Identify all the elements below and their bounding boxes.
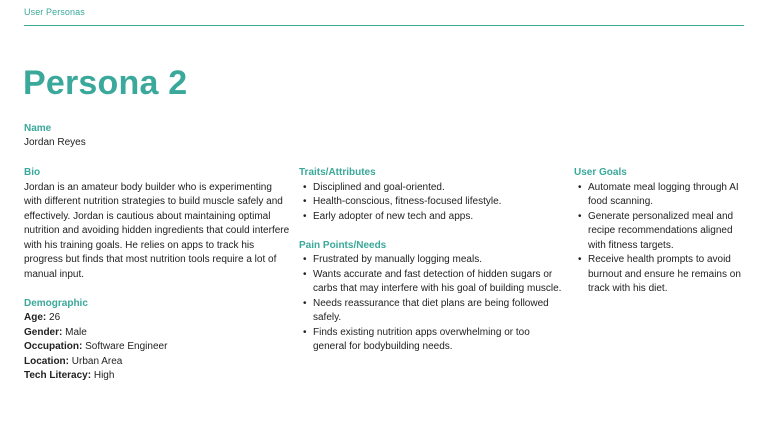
traits-pain-column bbox=[299, 166, 565, 355]
list-item: • Health-conscious, fitness-focused lifestyle. bbox=[299, 195, 565, 210]
bio-demographic-column bbox=[24, 166, 290, 384]
list-item: • Wants accurate and fast detection of hidden sugars or carbs that may interfere with his goal of building muscle. bbox=[299, 268, 565, 297]
list-item: • Finds existing nutrition apps overwhelming or too general for bodybuilding needs. bbox=[299, 326, 565, 355]
user-goals-label: User Goals bbox=[574, 167, 627, 178]
header-divider bbox=[24, 25, 744, 26]
name-label: Name bbox=[24, 123, 52, 134]
bio-label: Bio bbox=[24, 167, 41, 178]
demographic-location bbox=[24, 355, 290, 370]
list-item: • Automate meal logging through AI food scanning. bbox=[574, 181, 744, 210]
bio-text: Jordan is an amateur body builder who is experimenting with different nutrition strategies to build muscle safely and effectively. Jordan is cautious about maintaining optimal nutrition and avoiding hidden ingredients that could interfere with his training goals. He relies on apps to track his progress but finds that most nutrition tools require a lot of manual input. bbox=[24, 181, 290, 280]
name-value: Jordan Reyes bbox=[24, 137, 86, 148]
list-item: • Receive health prompts to avoid burnout and ensure he remains on track with his diet. bbox=[574, 253, 744, 297]
age-label: Age: bbox=[24, 312, 47, 323]
goals-column bbox=[574, 166, 744, 297]
demographic-occupation bbox=[24, 340, 290, 355]
spacer bbox=[299, 224, 565, 239]
gender-value: Male bbox=[65, 326, 87, 338]
list-item: • Frustrated by manually logging meals. bbox=[299, 253, 565, 268]
demographic-label: Demographic bbox=[24, 297, 88, 309]
list-item: • Disciplined and goal-oriented. bbox=[299, 181, 565, 196]
occupation-label: Occupation: bbox=[24, 341, 83, 352]
demographic-gender bbox=[24, 326, 290, 341]
spacer bbox=[24, 282, 290, 297]
traits-list bbox=[299, 181, 565, 225]
demographic-tech-literacy bbox=[24, 369, 290, 384]
pain-points-label: Pain Points/Needs bbox=[299, 239, 387, 251]
demographic-age bbox=[24, 311, 290, 326]
list-item: • Needs reassurance that diet plans are being followed safely. bbox=[299, 297, 565, 326]
pain-points-list bbox=[299, 253, 565, 355]
location-value: Urban Area bbox=[71, 355, 123, 367]
user-goals-list bbox=[574, 181, 744, 297]
page-title: Persona 2 bbox=[23, 64, 188, 102]
section-header-label: User Personas bbox=[24, 7, 85, 17]
tech-literacy-value: High bbox=[93, 370, 115, 381]
traits-label: Traits/Attributes bbox=[299, 167, 376, 178]
age-value: 26 bbox=[49, 312, 61, 323]
occupation-value: Software Engineer bbox=[85, 341, 168, 352]
tech-literacy-label: Tech Literacy: bbox=[24, 370, 92, 381]
gender-label: Gender: bbox=[24, 326, 63, 338]
location-label: Location: bbox=[24, 355, 69, 367]
list-item: • Early adopter of new tech and apps. bbox=[299, 210, 565, 225]
list-item: • Generate personalized meal and recipe recommendations aligned with fitness targets. bbox=[574, 210, 744, 254]
